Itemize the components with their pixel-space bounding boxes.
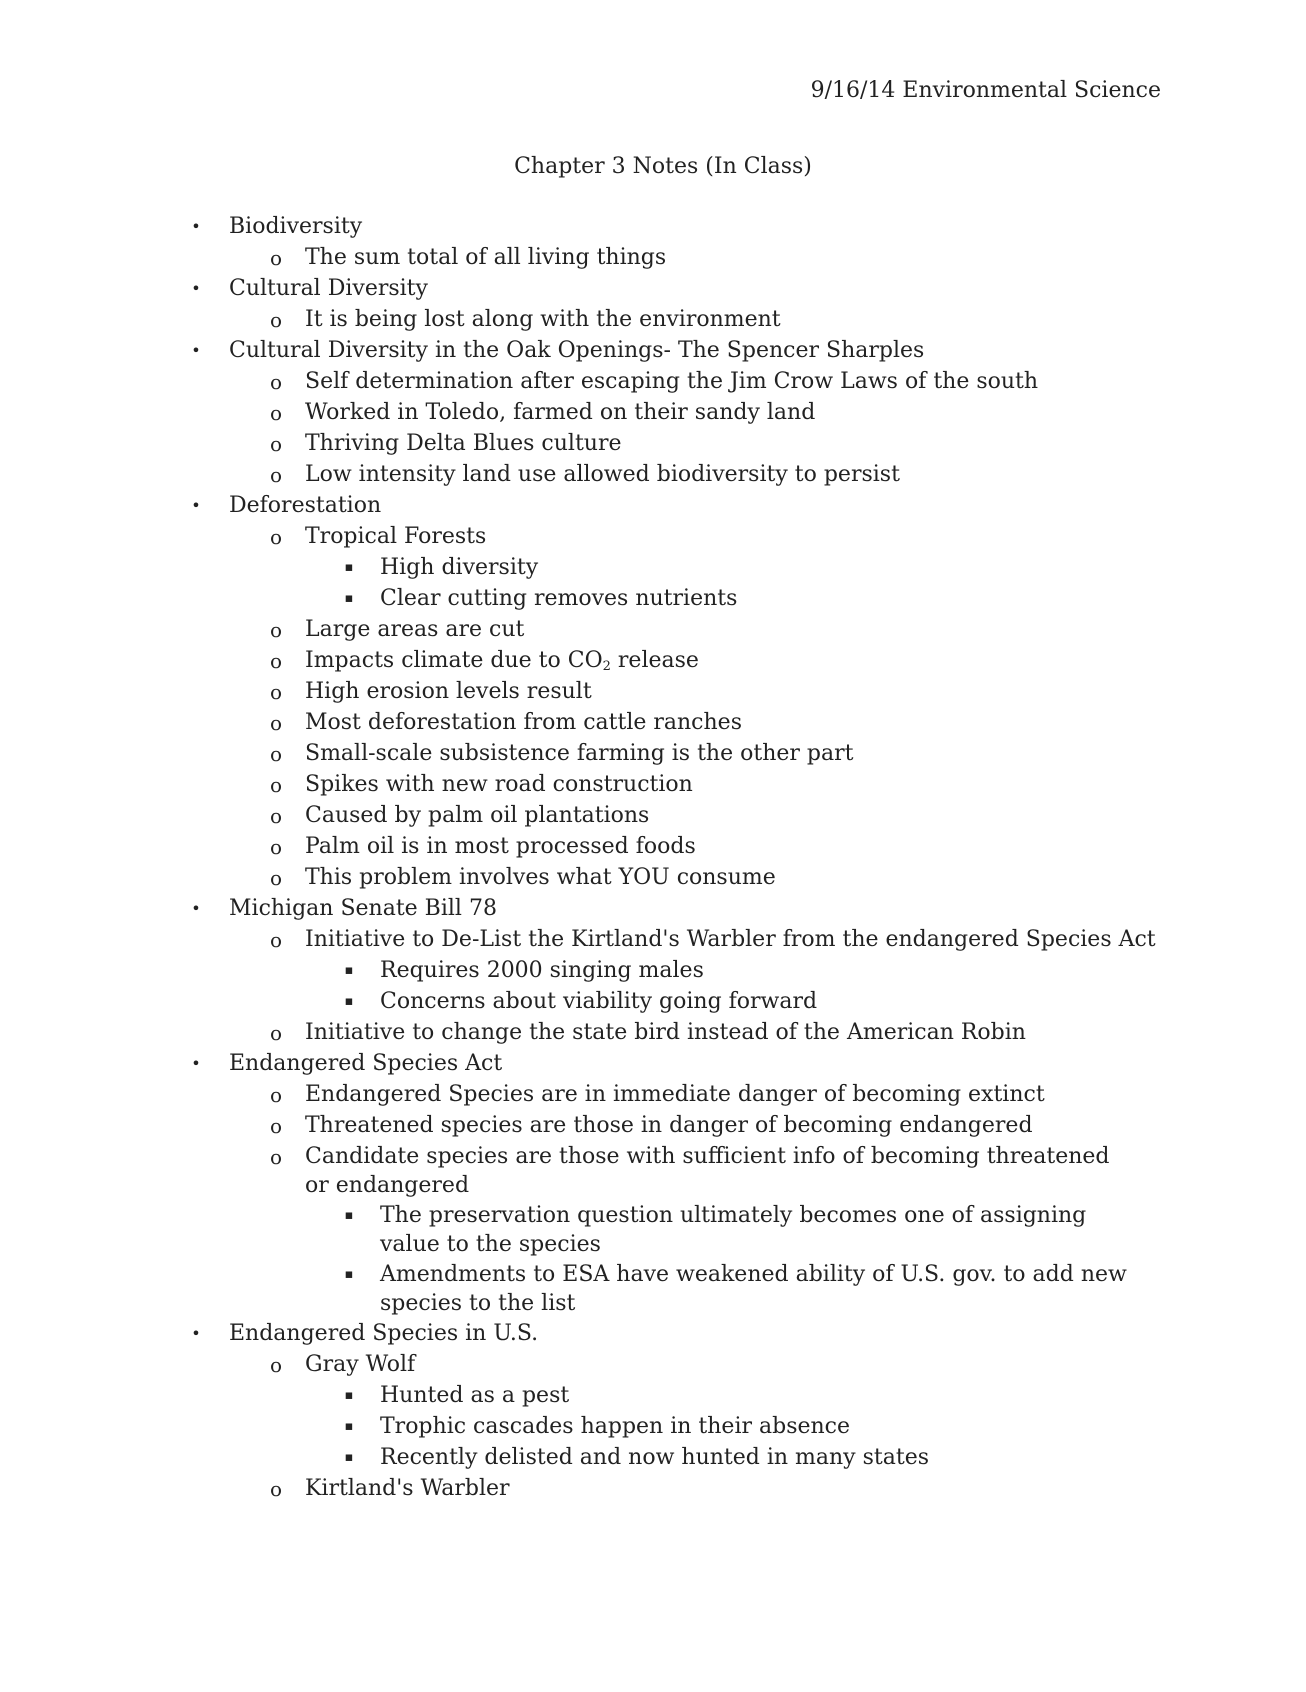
- bullet-circle-icon: o: [269, 370, 283, 394]
- outline-subitem: [0, 739, 1306, 770]
- outline-subitem: [0, 522, 1306, 553]
- outline-text: Kirtland's Warbler: [305, 1476, 510, 1501]
- outline-text: Palm oil is in most processed foods: [305, 834, 696, 859]
- outline-subitem: [0, 708, 1306, 739]
- outline-subitem: [0, 429, 1306, 460]
- bullet-circle-icon: o: [269, 742, 283, 766]
- outline-text-main: Impacts climate due to CO: [305, 648, 603, 673]
- page-title: Chapter 3 Notes (In Class): [514, 154, 812, 179]
- outline-text: It is being lost along with the environment: [305, 307, 781, 332]
- outline-subitem: [0, 305, 1306, 336]
- bullet-dot-icon: •: [191, 899, 201, 918]
- outline-subitem: [0, 367, 1306, 398]
- outline-subsubitem: [0, 987, 1306, 1018]
- outline-subitem: [0, 243, 1306, 274]
- bullet-circle-icon: o: [269, 1477, 283, 1501]
- outline-item: [0, 894, 1306, 925]
- bullet-square-icon: ▪: [344, 1267, 354, 1282]
- bullet-circle-icon: o: [269, 246, 283, 270]
- outline-text: High erosion levels result: [305, 679, 592, 704]
- bullet-square-icon: ▪: [344, 1208, 354, 1223]
- outline-text: The preservation question ultimately becomes one of assigning value to the species: [380, 1203, 1087, 1257]
- outline-subitem: [0, 925, 1306, 956]
- bullet-circle-icon: o: [269, 649, 283, 673]
- outline-text: Biodiversity: [229, 214, 363, 239]
- outline-text: Recently delisted and now hunted in many states: [380, 1445, 930, 1470]
- outline-text: Endangered Species Act: [229, 1051, 503, 1076]
- bullet-circle-icon: o: [269, 1021, 283, 1045]
- notes-outline: [0, 212, 1306, 1505]
- bullet-dot-icon: •: [191, 279, 201, 298]
- bullet-square-icon: ▪: [344, 1450, 354, 1465]
- bullet-circle-icon: o: [269, 308, 283, 332]
- outline-subitem: [0, 1080, 1306, 1111]
- outline-subitem: [0, 646, 1306, 677]
- outline-text: Initiative to De-List the Kirtland's Warbler from the endangered Species Act: [305, 927, 1156, 952]
- bullet-circle-icon: o: [269, 835, 283, 859]
- outline-text: Endangered Species in U.S.: [229, 1321, 539, 1346]
- outline-subitem: [0, 398, 1306, 429]
- date-subject-header: 9/16/14 Environmental Science: [810, 78, 1161, 103]
- outline-subitem: [0, 1474, 1306, 1505]
- bullet-circle-icon: o: [269, 1083, 283, 1107]
- outline-text: The sum total of all living things: [305, 245, 667, 270]
- outline-item: [0, 212, 1306, 243]
- outline-subsubitem: [0, 1260, 1306, 1319]
- bullet-circle-icon: o: [269, 773, 283, 797]
- outline-text: Endangered Species are in immediate danger of becoming extinct: [305, 1082, 1045, 1107]
- outline-subitem: [0, 801, 1306, 832]
- outline-text: Caused by palm oil plantations: [305, 803, 650, 828]
- bullet-circle-icon: o: [269, 463, 283, 487]
- bullet-circle-icon: o: [269, 432, 283, 456]
- outline-subitem: [0, 677, 1306, 708]
- outline-subitem: [0, 1350, 1306, 1381]
- outline-item: [0, 336, 1306, 367]
- bullet-circle-icon: o: [269, 1114, 283, 1138]
- outline-text: Worked in Toledo, farmed on their sandy land: [305, 400, 816, 425]
- outline-text: Michigan Senate Bill 78: [229, 896, 497, 921]
- outline-text: Candidate species are those with sufficient info of becoming threatened or endangered: [305, 1144, 1110, 1198]
- outline-text: Large areas are cut: [305, 617, 525, 642]
- bullet-circle-icon: o: [269, 928, 283, 952]
- bullet-circle-icon: o: [269, 804, 283, 828]
- outline-subitem: [0, 1142, 1306, 1201]
- outline-text: Initiative to change the state bird instead of the American Robin: [305, 1020, 1026, 1045]
- outline-text: Concerns about viability going forward: [380, 989, 818, 1014]
- outline-subitem: [0, 863, 1306, 894]
- outline-text: Cultural Diversity: [229, 276, 428, 301]
- outline-subsubitem: [0, 1412, 1306, 1443]
- outline-subsubitem: [0, 1381, 1306, 1412]
- outline-text: Self determination after escaping the Jim Crow Laws of the south: [305, 369, 1039, 394]
- bullet-square-icon: ▪: [344, 591, 354, 606]
- bullet-circle-icon: o: [269, 401, 283, 425]
- outline-subsubitem: [0, 956, 1306, 987]
- outline-text: Low intensity land use allowed biodiversity to persist: [305, 462, 900, 487]
- outline-subitem: [0, 460, 1306, 491]
- outline-subitem: [0, 615, 1306, 646]
- bullet-square-icon: ▪: [344, 963, 354, 978]
- outline-item: [0, 1319, 1306, 1350]
- outline-subsubitem: [0, 1201, 1306, 1260]
- outline-subitem: [0, 770, 1306, 801]
- outline-subitem: [0, 1111, 1306, 1142]
- outline-text: Most deforestation from cattle ranches: [305, 710, 742, 735]
- bullet-dot-icon: •: [191, 1054, 201, 1073]
- bullet-circle-icon: o: [269, 1145, 283, 1169]
- bullet-circle-icon: o: [269, 525, 283, 549]
- outline-item: [0, 274, 1306, 305]
- bullet-dot-icon: •: [191, 496, 201, 515]
- outline-text: Requires 2000 singing males: [380, 958, 704, 983]
- outline-subsubitem: [0, 553, 1306, 584]
- outline-text: Cultural Diversity in the Oak Openings- The Spencer Sharples: [229, 338, 925, 363]
- outline-text: Thriving Delta Blues culture: [305, 431, 622, 456]
- bullet-square-icon: ▪: [344, 560, 354, 575]
- outline-text: Tropical Forests: [305, 524, 487, 549]
- outline-text: Spikes with new road construction: [305, 772, 693, 797]
- outline-text-tail: release: [610, 648, 699, 673]
- outline-item: [0, 491, 1306, 522]
- bullet-circle-icon: o: [269, 680, 283, 704]
- bullet-square-icon: ▪: [344, 1388, 354, 1403]
- outline-text: Hunted as a pest: [380, 1383, 570, 1408]
- bullet-square-icon: ▪: [344, 1419, 354, 1434]
- bullet-dot-icon: •: [191, 217, 201, 236]
- subscript: 2: [602, 659, 611, 674]
- outline-text: High diversity: [380, 555, 539, 580]
- outline-subitem: [0, 1018, 1306, 1049]
- bullet-dot-icon: •: [191, 1324, 201, 1343]
- outline-text: Threatened species are those in danger of becoming endangered: [305, 1113, 1033, 1138]
- outline-text: Small-scale subsistence farming is the other part: [305, 741, 854, 766]
- bullet-circle-icon: o: [269, 1353, 283, 1377]
- bullet-circle-icon: o: [269, 618, 283, 642]
- outline-subitem: [0, 832, 1306, 863]
- outline-item: [0, 1049, 1306, 1080]
- outline-subsubitem: [0, 1443, 1306, 1474]
- outline-text: Amendments to ESA have weakened ability of U.S. gov. to add new species to the list: [380, 1262, 1127, 1316]
- bullet-circle-icon: o: [269, 711, 283, 735]
- outline-text: This problem involves what YOU consume: [305, 865, 776, 890]
- outline-text: Clear cutting removes nutrients: [380, 586, 738, 611]
- outline-subsubitem: [0, 584, 1306, 615]
- outline-text: Deforestation: [229, 493, 382, 518]
- bullet-circle-icon: o: [269, 866, 283, 890]
- bullet-square-icon: ▪: [344, 994, 354, 1009]
- outline-text: Gray Wolf: [305, 1352, 416, 1377]
- outline-text: Trophic cascades happen in their absence: [380, 1414, 851, 1439]
- bullet-dot-icon: •: [191, 341, 201, 360]
